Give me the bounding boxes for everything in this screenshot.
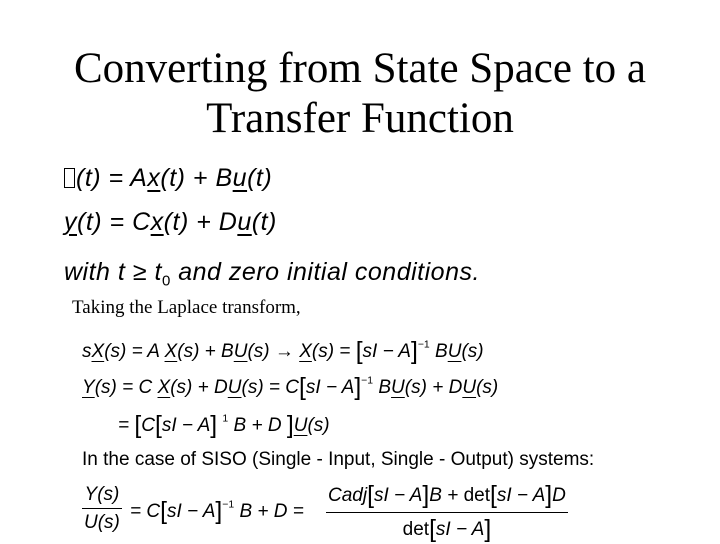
slide-title	[0, 44, 720, 144]
laplace-equation-3: = [C[sI − A] $^1$ B + D ]U(s)	[118, 412, 330, 439]
initial-conditions: with $t \ge t_0$ and zero initial conditions.	[64, 258, 480, 290]
laplace-equation-1: sX(s) = A X(s) + BU(s) → X(s) = [sI − A]$^{-1}$ BU(s)	[82, 338, 484, 365]
tf-rhs-numerator: Cadj[sI − A]B + det[sI − A]D	[328, 482, 566, 509]
tf-denominator: U(s)	[82, 508, 122, 534]
output-equation: y(t) = Cx(t) + Du(t)	[64, 208, 277, 236]
siso-text: In the case of SISO (Single - Input, Single - Output) systems:	[82, 449, 595, 470]
state-equation-text: (t) = Ax(t) + Bu(t)	[76, 164, 273, 192]
transfer-function-lhs	[82, 484, 122, 534]
tf-rhs-denominator: det[sI − A]	[326, 512, 568, 544]
laplace-equation-2: Y(s) = C X(s) + DU(s) = C[sI − A]$^{-1}$ BU(s) + DU(s)	[82, 374, 499, 401]
title-line-2: Transfer Function	[206, 95, 514, 142]
state-equation	[64, 164, 272, 193]
laplace-text: Taking the Laplace transform,	[72, 297, 301, 318]
title-line-1: Converting from State Space to a	[74, 45, 646, 92]
transfer-function-rhs	[326, 482, 568, 544]
transfer-function-middle: = C[sI − A]$^{-1}$ B + D =	[130, 498, 304, 525]
missing-glyph-icon	[64, 168, 75, 188]
tf-numerator: Y(s)	[84, 484, 120, 505]
